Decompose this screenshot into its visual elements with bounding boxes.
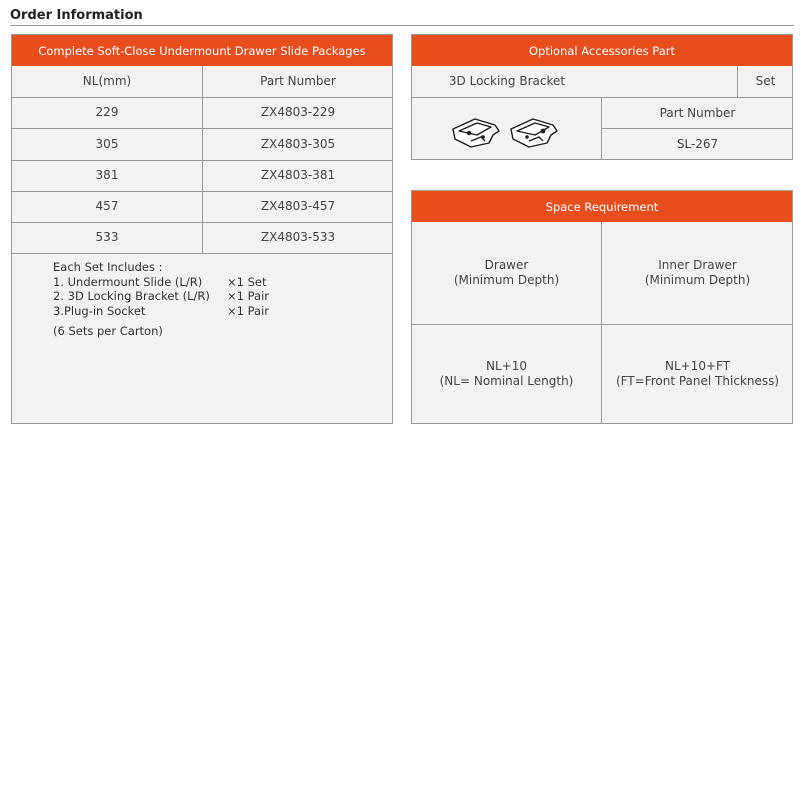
accessory-unit: Set [755,74,776,88]
accessory-name: 3D Locking Bracket [448,74,566,88]
accessory-part-number: SL-267 [676,136,719,151]
inner-drawer-subtitle: (Minimum Depth) [644,273,751,287]
part-number-cell: ZX4803-381 [260,168,336,182]
column-header-part-number: Part Number [260,74,336,88]
inner-drawer-formula: NL+10+FT [664,359,731,373]
drawer-subtitle: (Minimum Depth) [453,273,560,287]
inner-drawer-formula-note: (FT=Front Panel Thickness) [615,374,780,388]
drawer-title: Drawer [484,258,529,272]
include-item-qty: ×1 Set [227,274,267,289]
set-includes [53,260,269,339]
include-item [53,275,269,290]
accessories-table [411,34,793,160]
packages-header: Complete Soft-Close Undermount Drawer Slide Packages [12,35,392,66]
part-number-label: Part Number [659,105,736,120]
column-header-nl: NL(mm) [82,74,132,88]
drawer-formula: NL+10 [486,359,527,373]
nl-cell: 457 [95,199,119,213]
include-item-name: 3.Plug-in Socket [53,303,146,318]
part-number-cell: ZX4803-229 [260,105,336,119]
includes-title: Each Set Includes : [53,260,163,274]
part-number-cell: ZX4803-457 [260,199,336,213]
carton-note: (6 Sets per Carton) [53,324,163,338]
nl-cell: 381 [95,168,119,182]
nl-cell: 305 [95,137,119,151]
drawer-depth-label [412,222,601,324]
packages-table [11,34,393,424]
nl-cell: 229 [95,105,119,119]
part-number-cell: ZX4803-533 [260,230,336,244]
include-item-qty: ×1 Pair [227,303,269,318]
space-header: Space Requirement [412,191,792,222]
bracket-icon [447,107,567,151]
inner-drawer-depth-label [602,222,793,324]
include-item-qty: ×1 Pair [227,289,269,303]
drawer-formula-note: (NL= Nominal Length) [439,374,574,388]
inner-drawer-title: Inner Drawer [658,258,737,272]
include-item-name: 2. 3D Locking Bracket (L/R) [53,289,210,303]
row-divider [12,253,392,254]
title-divider [10,25,794,26]
include-item-name: 1. Undermount Slide (L/R) [53,274,203,289]
accessories-header: Optional Accessories Part [412,35,792,66]
space-requirement-table [411,190,793,424]
include-item [53,289,269,304]
nl-cell: 533 [95,230,119,244]
locking-bracket-image [412,98,601,159]
inner-drawer-depth-value [602,325,793,423]
part-number-cell: ZX4803-305 [260,137,336,151]
include-item [53,304,269,319]
drawer-depth-value [412,325,601,423]
page-title: Order Information [10,8,143,23]
